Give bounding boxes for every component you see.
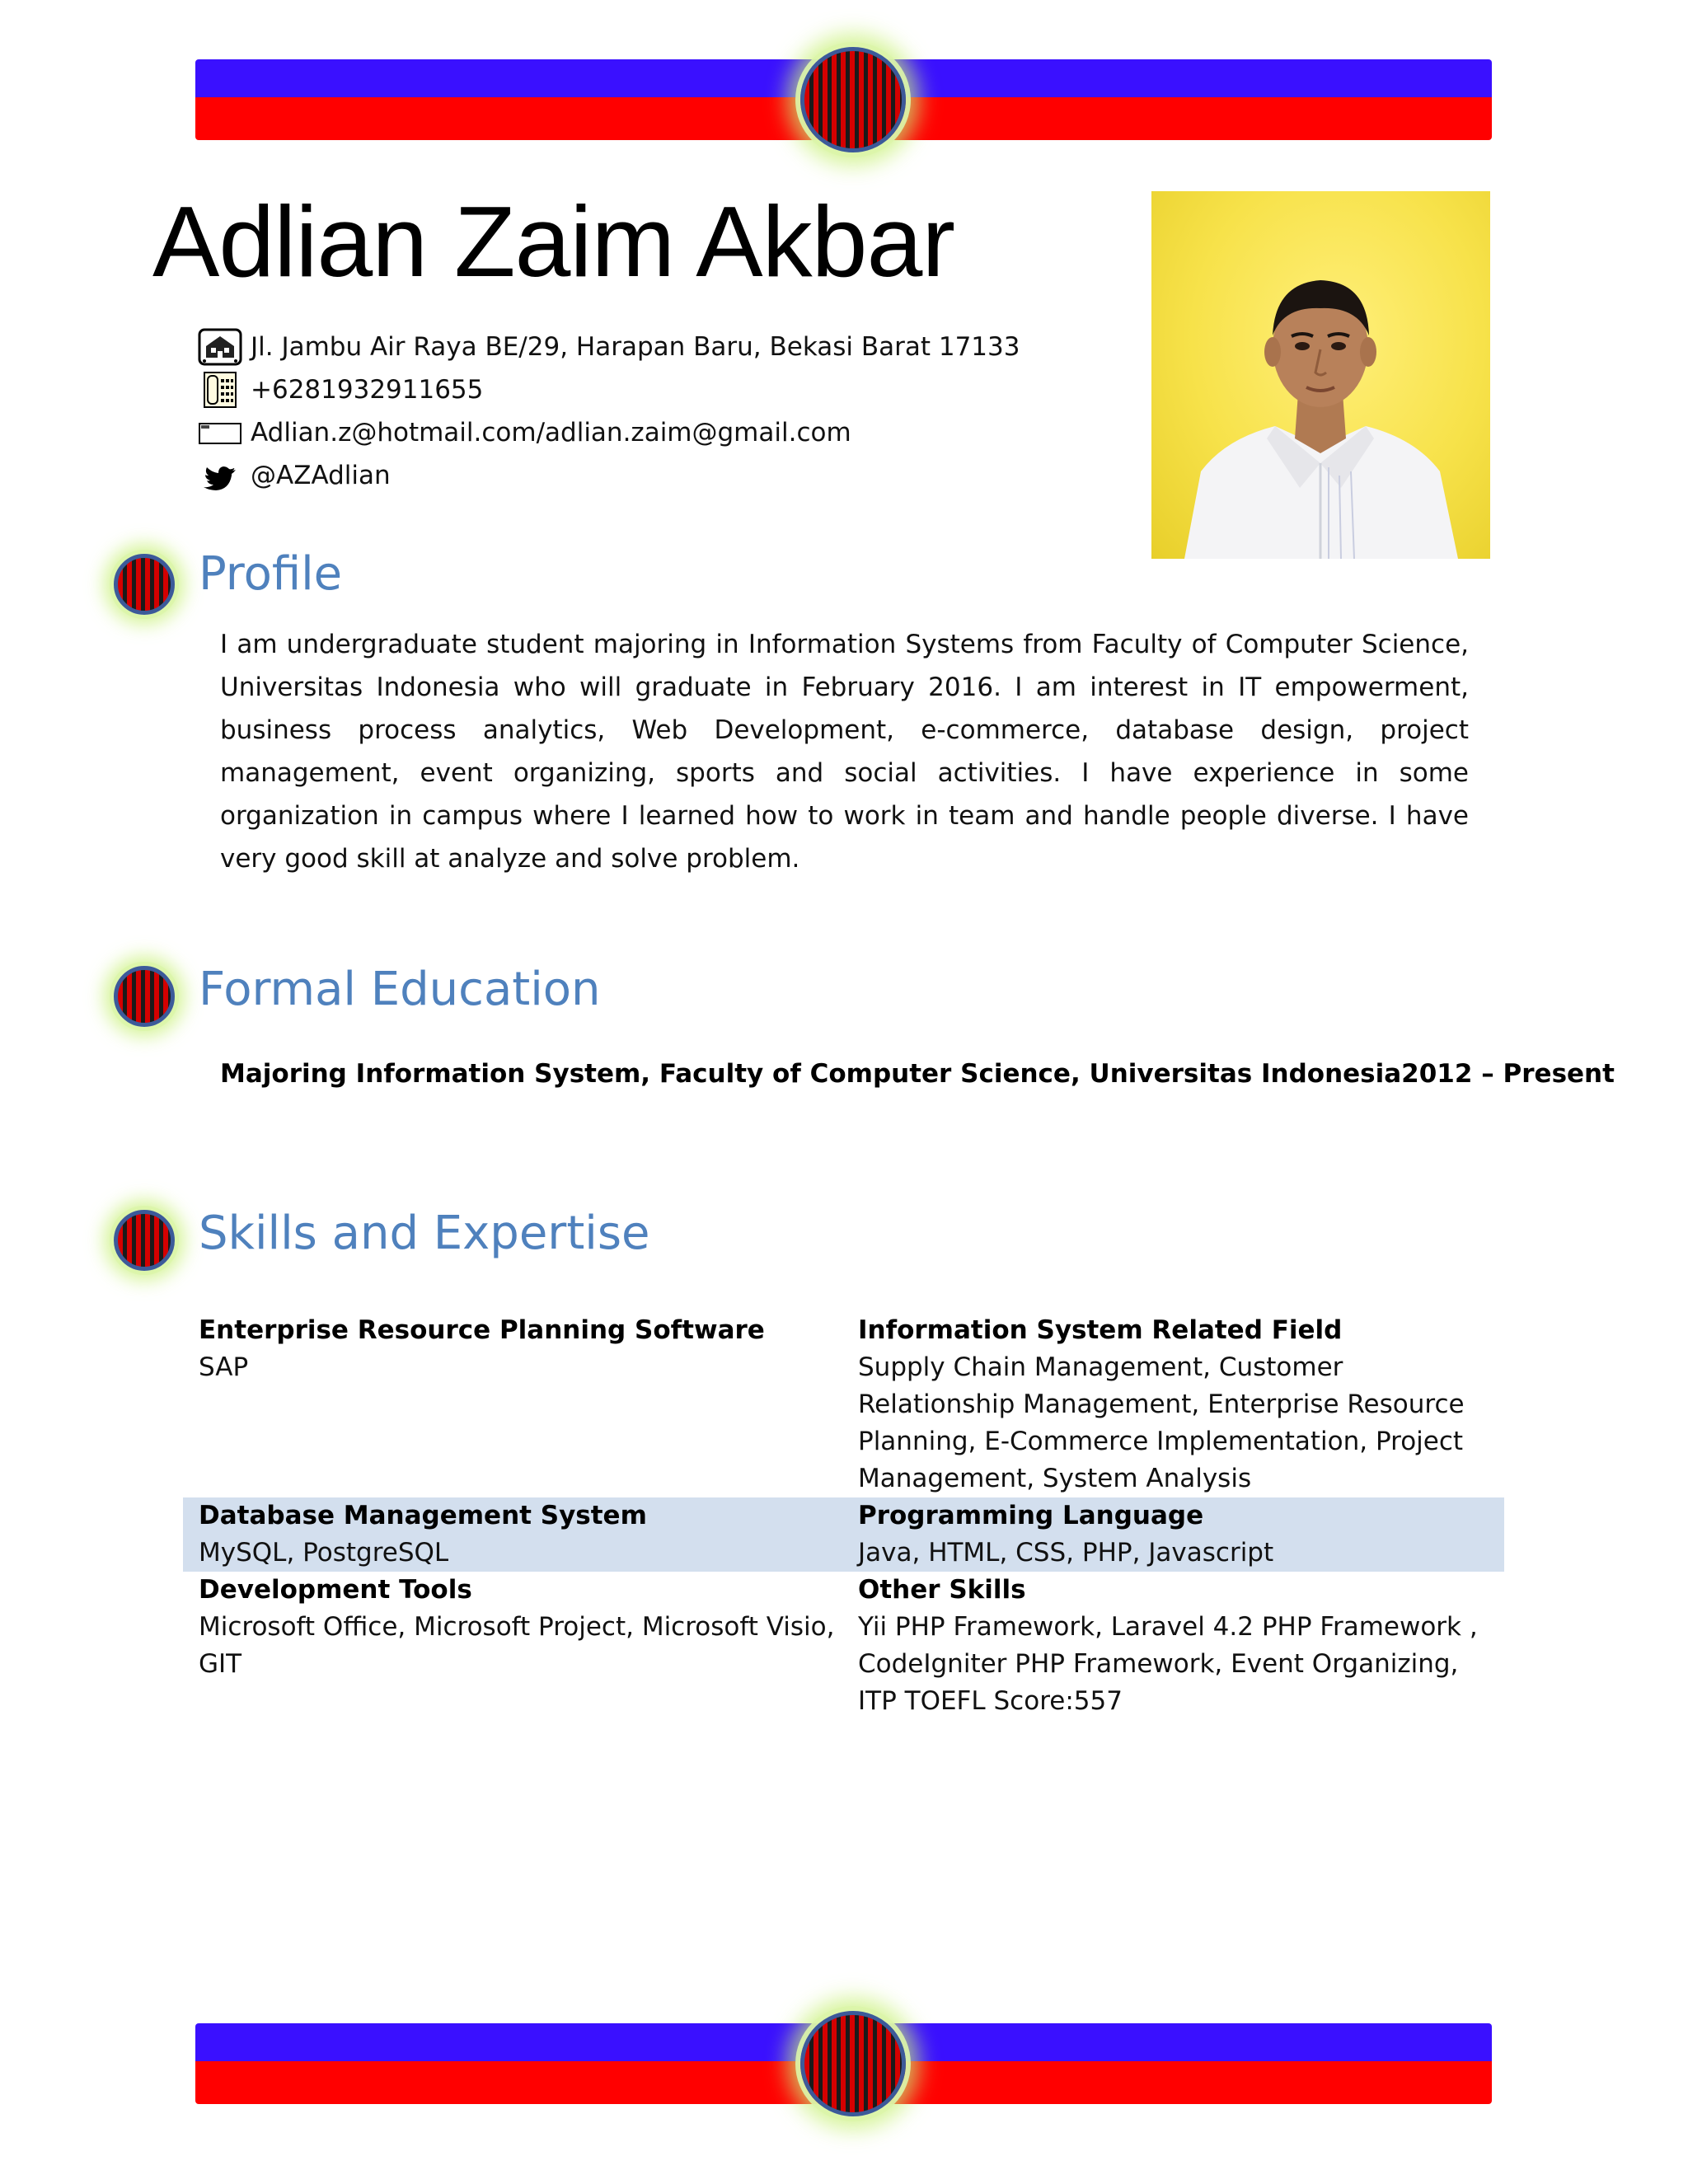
- profile-paragraph: I am undergraduate student majoring in Information Systems from Faculty of Computer Science, Universitas Indonesia who will graduate in February 2016. I am interest in IT empowerment, business process analytics, Web Development, e-commerce, database design, project management, event organizing, sports and social activities. I have experience in some organization in campus where I learned how to work in team and handle people diverse. I have very good skill at analyze and solve problem.: [220, 630, 1469, 874]
- skills-heading: Skills and Expertise: [199, 1207, 650, 1260]
- email-text: Adlian.z@hotmail.com/adlian.zaim@gmail.com: [251, 418, 851, 448]
- skill-category-detail: SAP: [199, 1352, 249, 1382]
- profile-heading: Profile: [199, 547, 343, 601]
- telephone-icon: [198, 371, 244, 409]
- skills-cell: [199, 1497, 858, 1572]
- skill-category-heading: Other Skills: [858, 1575, 1026, 1605]
- skill-category-heading: Database Management System: [199, 1501, 647, 1530]
- skills-cell: [858, 1312, 1488, 1497]
- skills-row: [183, 1312, 1504, 1497]
- skills-cell: [858, 1572, 1488, 1720]
- envelope-icon: [198, 414, 244, 452]
- education-entry: [220, 1059, 1615, 1089]
- phone-text: +6281932911655: [251, 375, 484, 405]
- twitter-handle-text: @AZAdlian: [251, 461, 391, 490]
- contact-list: [198, 326, 1020, 497]
- skills-cell: [199, 1312, 858, 1497]
- skills-table: [183, 1312, 1504, 1720]
- skill-category-detail: MySQL, PostgreSQL: [199, 1538, 449, 1568]
- profile-section-medallion-icon: [114, 554, 175, 615]
- skills-cell: [858, 1497, 1488, 1572]
- twitter-bird-icon: [198, 457, 244, 494]
- education-heading: Formal Education: [199, 963, 601, 1016]
- house-icon: [198, 328, 244, 366]
- skills-cell: [199, 1572, 858, 1720]
- skill-category-detail: Microsoft Office, Microsoft Project, Microsoft Visio, GIT: [199, 1612, 835, 1679]
- skills-row: [183, 1572, 1504, 1720]
- contact-email: [198, 411, 1020, 454]
- skill-category-detail: Supply Chain Management, Customer Relationship Management, Enterprise Resource Planning, E-Commerce Implementation, Project Management, System Analysis: [858, 1352, 1465, 1493]
- education-degree: Majoring Information System, Faculty of Computer Science, Universitas Indonesia: [220, 1059, 1402, 1089]
- skills-section-medallion-icon: [114, 1210, 175, 1271]
- skills-row: [183, 1497, 1504, 1572]
- education-section-medallion-icon: [114, 966, 175, 1027]
- skill-category-heading: Development Tools: [199, 1575, 472, 1605]
- address-text: Jl. Jambu Air Raya BE/29, Harapan Baru, Bekasi Barat 17133: [251, 332, 1020, 362]
- skill-category-heading: Information System Related Field: [858, 1315, 1343, 1345]
- skill-category-heading: Enterprise Resource Planning Software: [199, 1315, 765, 1345]
- contact-phone: [198, 368, 1020, 411]
- skill-category-detail: Java, HTML, CSS, PHP, Javascript: [858, 1538, 1274, 1568]
- top-medallion-icon: [800, 47, 906, 152]
- profile-photo: [1151, 191, 1490, 559]
- contact-address: [198, 326, 1020, 368]
- candidate-name: Adlian Zaim Akbar: [152, 185, 954, 298]
- bottom-medallion-icon: [800, 2011, 906, 2116]
- contact-twitter: [198, 454, 1020, 497]
- skill-category-heading: Programming Language: [858, 1501, 1204, 1530]
- skill-category-detail: Yii PHP Framework, Laravel 4.2 PHP Framework , CodeIgniter PHP Framework, Event Organizing, ITP TOEFL Score:557: [858, 1612, 1478, 1716]
- portrait-illustration: [1151, 191, 1490, 559]
- education-period: 2012 – Present: [1401, 1059, 1615, 1089]
